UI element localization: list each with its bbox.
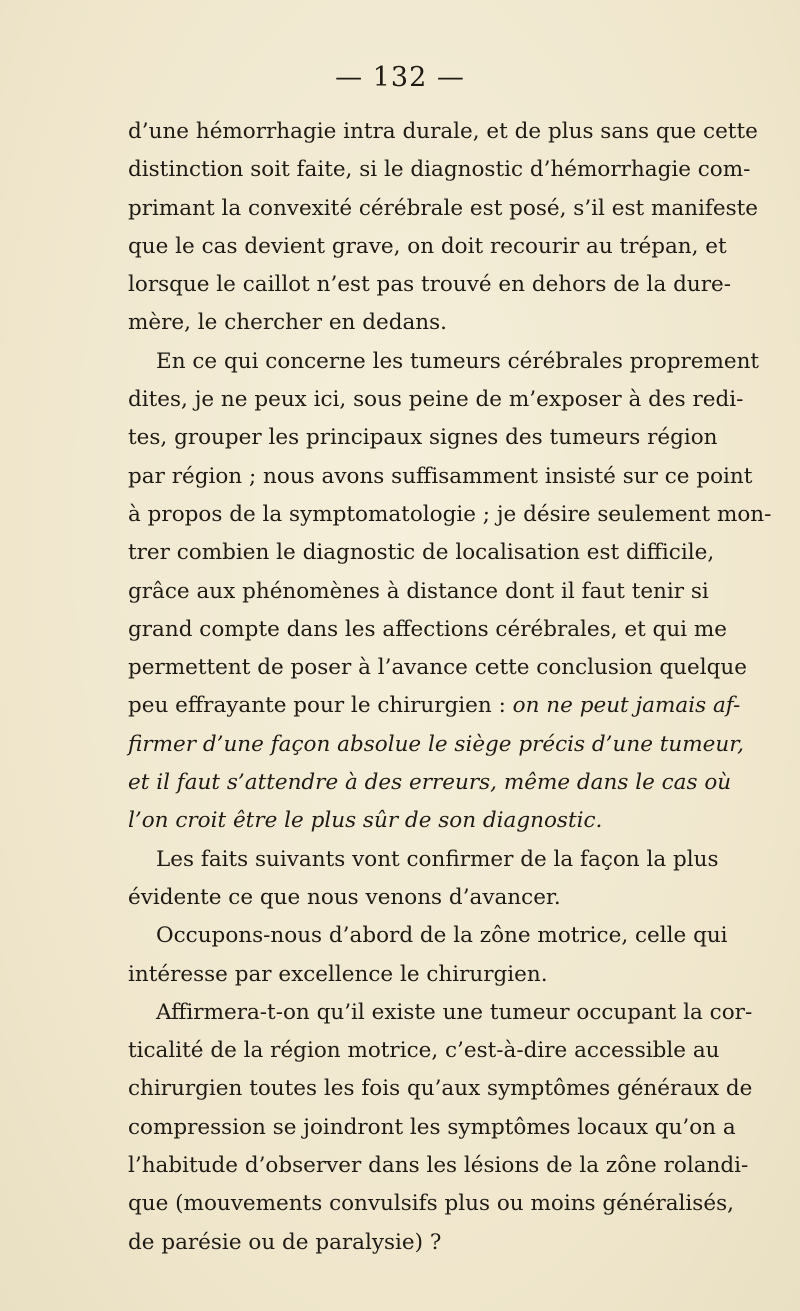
text-line-roman: trer combien le diagnostic de localisation est difficile, — [128, 540, 715, 566]
text-line — [128, 1032, 720, 1070]
text-line-roman: que le cas devient grave, on doit recourir au trépan, et — [128, 233, 727, 259]
text-line-roman: l’habitude d’observer dans les lésions de la zône rolandi- — [128, 1153, 749, 1179]
text-line-roman: grand compte dans les affections cérébrales, et qui me — [128, 616, 727, 642]
text-line — [128, 419, 718, 457]
text-line-roman: Les faits suivants vont confirmer de la façon la plus — [156, 846, 719, 872]
text-line — [128, 190, 758, 228]
text-line-italic: et il faut s’attendre à des erreurs, même dans le cas où — [128, 770, 732, 796]
text-line — [128, 764, 732, 802]
text-line-roman: intéresse par excellence le chirurgien. — [128, 961, 548, 987]
text-line — [128, 994, 753, 1032]
text-line — [128, 573, 708, 611]
text-line-roman: Affirmera-t-on qu’il existe une tumeur occupant la cor- — [156, 999, 753, 1025]
text-line-roman: peu effrayante pour le chirurgien : — [128, 693, 513, 719]
text-line-italic: firmer d’une façon absolue le siège précis d’une tumeur, — [128, 731, 744, 757]
text-line-roman: lorsque le caillot n’est pas trouvé en dehors de la dure- — [128, 272, 731, 298]
text-line — [128, 458, 753, 496]
text-line — [128, 343, 760, 381]
text-line-roman: évidente ce que nous venons d’avancer. — [128, 884, 561, 910]
text-line — [128, 1147, 749, 1185]
text-line — [128, 1224, 708, 1262]
text-line — [128, 151, 751, 189]
text-line — [128, 228, 727, 266]
text-line — [128, 649, 747, 687]
text-line — [128, 687, 741, 725]
text-line — [128, 496, 772, 534]
text-line-italic: on ne peut jamais af- — [512, 693, 741, 719]
text-line — [128, 917, 728, 955]
text-line-roman: d’une hémorrhagie intra durale, et de plus sans que cette — [128, 119, 758, 144]
page-number: — 132 — — [335, 62, 465, 93]
text-line — [128, 611, 727, 649]
text-line — [128, 879, 708, 917]
text-line — [128, 1109, 736, 1147]
text-line-roman: à propos de la symptomatologie ; je désire seulement mon- — [128, 501, 772, 527]
text-line — [128, 726, 744, 764]
text-line — [128, 802, 708, 840]
text-line-roman: ticalité de la région motrice, c’est-à-dire accessible au — [128, 1038, 720, 1064]
text-line-roman: tes, grouper les principaux signes des tumeurs région — [128, 425, 718, 451]
text-line — [128, 381, 744, 419]
text-line — [128, 113, 758, 151]
text-line-roman: compression se joindront les symptômes locaux qu’on a — [128, 1114, 736, 1140]
text-line-roman: primant la convexité cérébrale est posé, s’il est manifeste — [128, 195, 758, 221]
text-line — [128, 841, 719, 879]
text-line-roman: que (mouvements convulsifs plus ou moins généralisés, — [128, 1191, 734, 1217]
text-line-roman: chirurgien toutes les fois qu’aux symptômes généraux de — [128, 1076, 753, 1102]
text-line-roman: grâce aux phénomènes à distance dont il faut tenir si — [128, 578, 709, 604]
text-line — [128, 1070, 753, 1108]
text-line — [128, 266, 731, 304]
text-line-italic: l’on croit être le plus sûr de son diagnostic. — [128, 808, 603, 834]
text-line-roman: de parésie ou de paralysie) ? — [128, 1229, 442, 1255]
text-line-roman: par région ; nous avons suffisamment insisté sur ce point — [128, 463, 753, 489]
text-line-roman: distinction soit faite, si le diagnostic d’hémorrhagie com- — [128, 157, 751, 183]
text-line-roman: Occupons-nous d’abord de la zône motrice, celle qui — [156, 923, 728, 949]
text-line-roman: En ce qui concerne les tumeurs cérébrales proprement — [156, 348, 760, 374]
body-text — [128, 113, 772, 1262]
text-line-roman: dites, je ne peux ici, sous peine de m’exposer à des redi- — [128, 387, 744, 413]
text-line — [128, 1185, 734, 1223]
text-line — [128, 304, 708, 342]
text-line — [128, 534, 715, 572]
text-line-roman: permettent de poser à l’avance cette conclusion quelque — [128, 655, 747, 681]
text-line — [128, 956, 708, 994]
text-line-roman: mère, le chercher en dedans. — [128, 310, 448, 336]
